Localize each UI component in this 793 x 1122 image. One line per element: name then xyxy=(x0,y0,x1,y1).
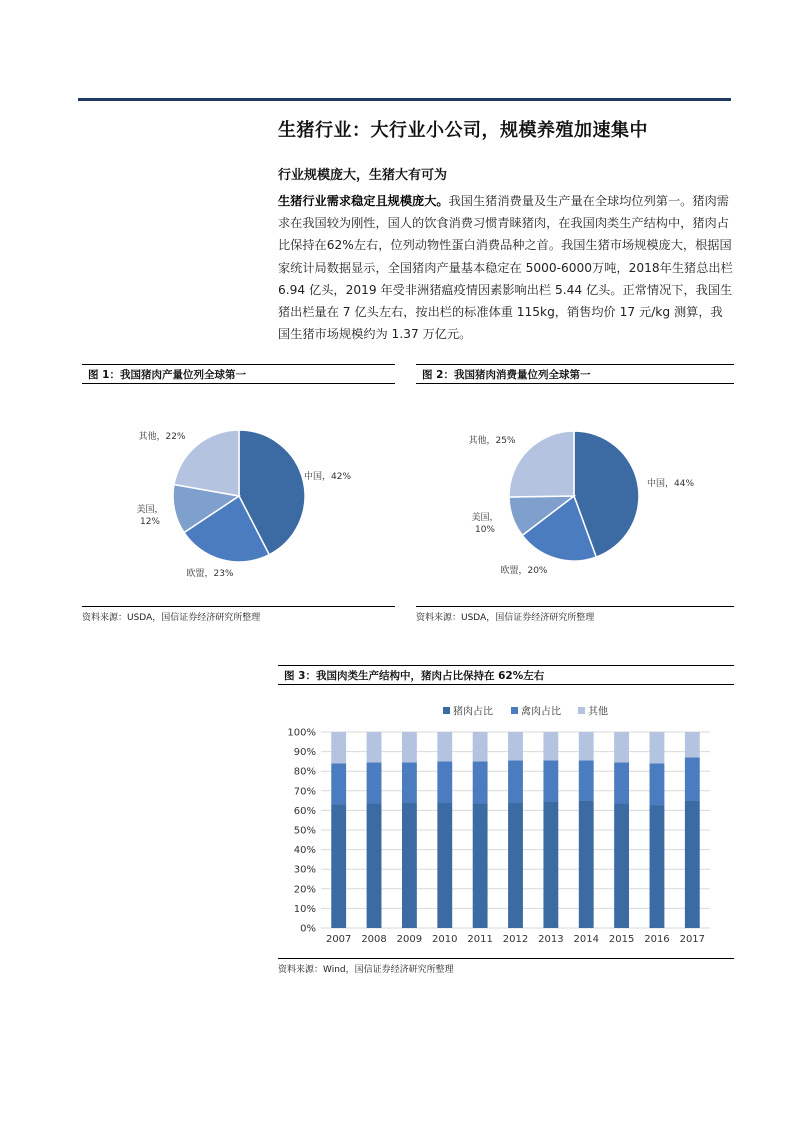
bar-2016-3 xyxy=(650,732,665,763)
x-tick-label: 2008 xyxy=(361,934,387,945)
section-subtitle: 行业规模庞大，生猪大有可为 xyxy=(278,168,448,183)
y-tick-label: 70% xyxy=(293,786,316,798)
bar-2017-1 xyxy=(685,801,700,928)
intro-body: 我国生猪消费量及生产量在全球均位列第一。猪肉需求在我国较为刚性，国人的饮食消费习惯青睐猪肉，在我国肉类生产结构中，猪肉占比保持在62%左右，位列动物性蛋白消费品种之首。我国生猪市场规模庞大，根据国家统计局数据显示，全国猪肉产量基本稳定在 5000-6000万吨，2018年生猪总出栏 6.94 亿头，2019 年受非洲猪瘟疫情因素影响出栏 5.44 亿头。正常情况下，我国生猪出栏量在 7 亿头左右，按出栏的标准体重 115kg，销售均价 17 元/kg 测算，我国生猪市场规模约为 1.37 万亿元。 xyxy=(278,194,733,342)
pie-slice-4 xyxy=(509,431,574,497)
x-tick-label: 2011 xyxy=(467,934,493,945)
x-tick-label: 2016 xyxy=(644,934,670,945)
pie-label-1: 中国，42% xyxy=(304,472,352,482)
bar-2008-1 xyxy=(367,804,382,928)
pie-label-4: 其他，22% xyxy=(138,432,186,442)
legend-swatch-1 xyxy=(443,707,450,714)
pie-label-3: 美国， 12% xyxy=(136,505,164,527)
fig1-title: 图 1：我国猪肉产量位列全球第一 xyxy=(82,364,395,384)
pie-label-1: 中国，44% xyxy=(647,479,695,489)
y-tick-label: 90% xyxy=(293,747,316,759)
bar-2016-1 xyxy=(650,806,665,929)
bar-2011-3 xyxy=(473,732,488,761)
bar-2017-2 xyxy=(685,757,700,800)
x-tick-label: 2014 xyxy=(573,934,599,945)
y-tick-label: 100% xyxy=(287,727,316,739)
bar-2007-2 xyxy=(331,763,346,804)
y-tick-label: 30% xyxy=(293,864,316,876)
legend-swatch-2 xyxy=(511,707,518,714)
bar-2013-3 xyxy=(543,732,558,760)
fig3-source: 资料来源：Wind，国信证券经济研究所整理 xyxy=(278,958,734,975)
bar-2011-2 xyxy=(473,761,488,803)
fig3-bar-chart xyxy=(278,686,734,956)
bar-2015-3 xyxy=(614,732,629,762)
x-tick-label: 2017 xyxy=(679,934,706,945)
fig2-pie-chart xyxy=(416,386,734,604)
pie-label-4: 其他，25% xyxy=(468,436,516,446)
x-tick-label: 2010 xyxy=(432,934,458,945)
y-tick-label: 40% xyxy=(293,845,316,857)
y-tick-label: 0% xyxy=(300,923,316,935)
y-tick-label: 80% xyxy=(293,766,316,778)
bar-2008-3 xyxy=(367,732,382,762)
x-tick-label: 2015 xyxy=(608,934,635,945)
pie-label-2: 欧盟，23% xyxy=(186,569,234,579)
legend-label-1: 猪肉占比 xyxy=(453,706,493,718)
x-tick-label: 2012 xyxy=(502,934,529,945)
intro-paragraph xyxy=(278,190,734,345)
bar-2011-1 xyxy=(473,804,488,928)
bar-2010-3 xyxy=(437,732,452,761)
x-tick-label: 2009 xyxy=(396,934,423,945)
bar-2010-1 xyxy=(437,803,452,928)
bar-2014-2 xyxy=(579,760,594,800)
bar-2009-2 xyxy=(402,762,417,802)
x-tick-label: 2013 xyxy=(538,934,564,945)
fig3-title: 图 3：我国肉类生产结构中，猪肉占比保持在 62%左右 xyxy=(278,665,734,685)
bar-2007-1 xyxy=(331,805,346,928)
bar-2017-3 xyxy=(685,732,700,757)
intro-lead: 生猪行业需求稳定且规模庞大。 xyxy=(278,194,449,208)
bar-2014-1 xyxy=(579,801,594,928)
bar-2016-2 xyxy=(650,763,665,805)
legend-label-3: 其他 xyxy=(588,706,608,718)
y-tick-label: 10% xyxy=(293,903,316,915)
legend-label-2: 禽肉占比 xyxy=(521,706,561,718)
fig2-title: 图 2：我国猪肉消费量位列全球第一 xyxy=(416,364,734,384)
x-tick-label: 2007 xyxy=(325,934,352,945)
bar-2009-1 xyxy=(402,803,417,928)
bar-2014-3 xyxy=(579,732,594,760)
fig2-source: 资料来源：USDA，国信证券经济研究所整理 xyxy=(416,606,734,623)
bar-2015-2 xyxy=(614,762,629,803)
bar-2015-1 xyxy=(614,804,629,928)
y-tick-label: 60% xyxy=(293,805,316,817)
bar-2013-1 xyxy=(543,802,558,928)
bar-2012-1 xyxy=(508,803,523,928)
header-rule xyxy=(78,98,731,101)
bar-2009-3 xyxy=(402,732,417,762)
bar-2012-3 xyxy=(508,732,523,760)
y-tick-label: 50% xyxy=(293,825,316,837)
legend-swatch-3 xyxy=(578,707,585,714)
bar-2013-2 xyxy=(543,760,558,801)
page-title: 生猪行业：大行业小公司，规模养殖加速集中 xyxy=(278,120,648,141)
fig1-pie-chart xyxy=(82,386,395,604)
pie-label-3: 美国， 10% xyxy=(471,513,499,535)
bar-2008-2 xyxy=(367,762,382,803)
fig1-source: 资料来源：USDA，国信证券经济研究所整理 xyxy=(82,606,395,623)
bar-2012-2 xyxy=(508,760,523,802)
bar-2007-3 xyxy=(331,732,346,763)
bar-2010-2 xyxy=(437,761,452,802)
pie-label-2: 欧盟，20% xyxy=(500,566,548,576)
y-tick-label: 20% xyxy=(293,884,316,896)
